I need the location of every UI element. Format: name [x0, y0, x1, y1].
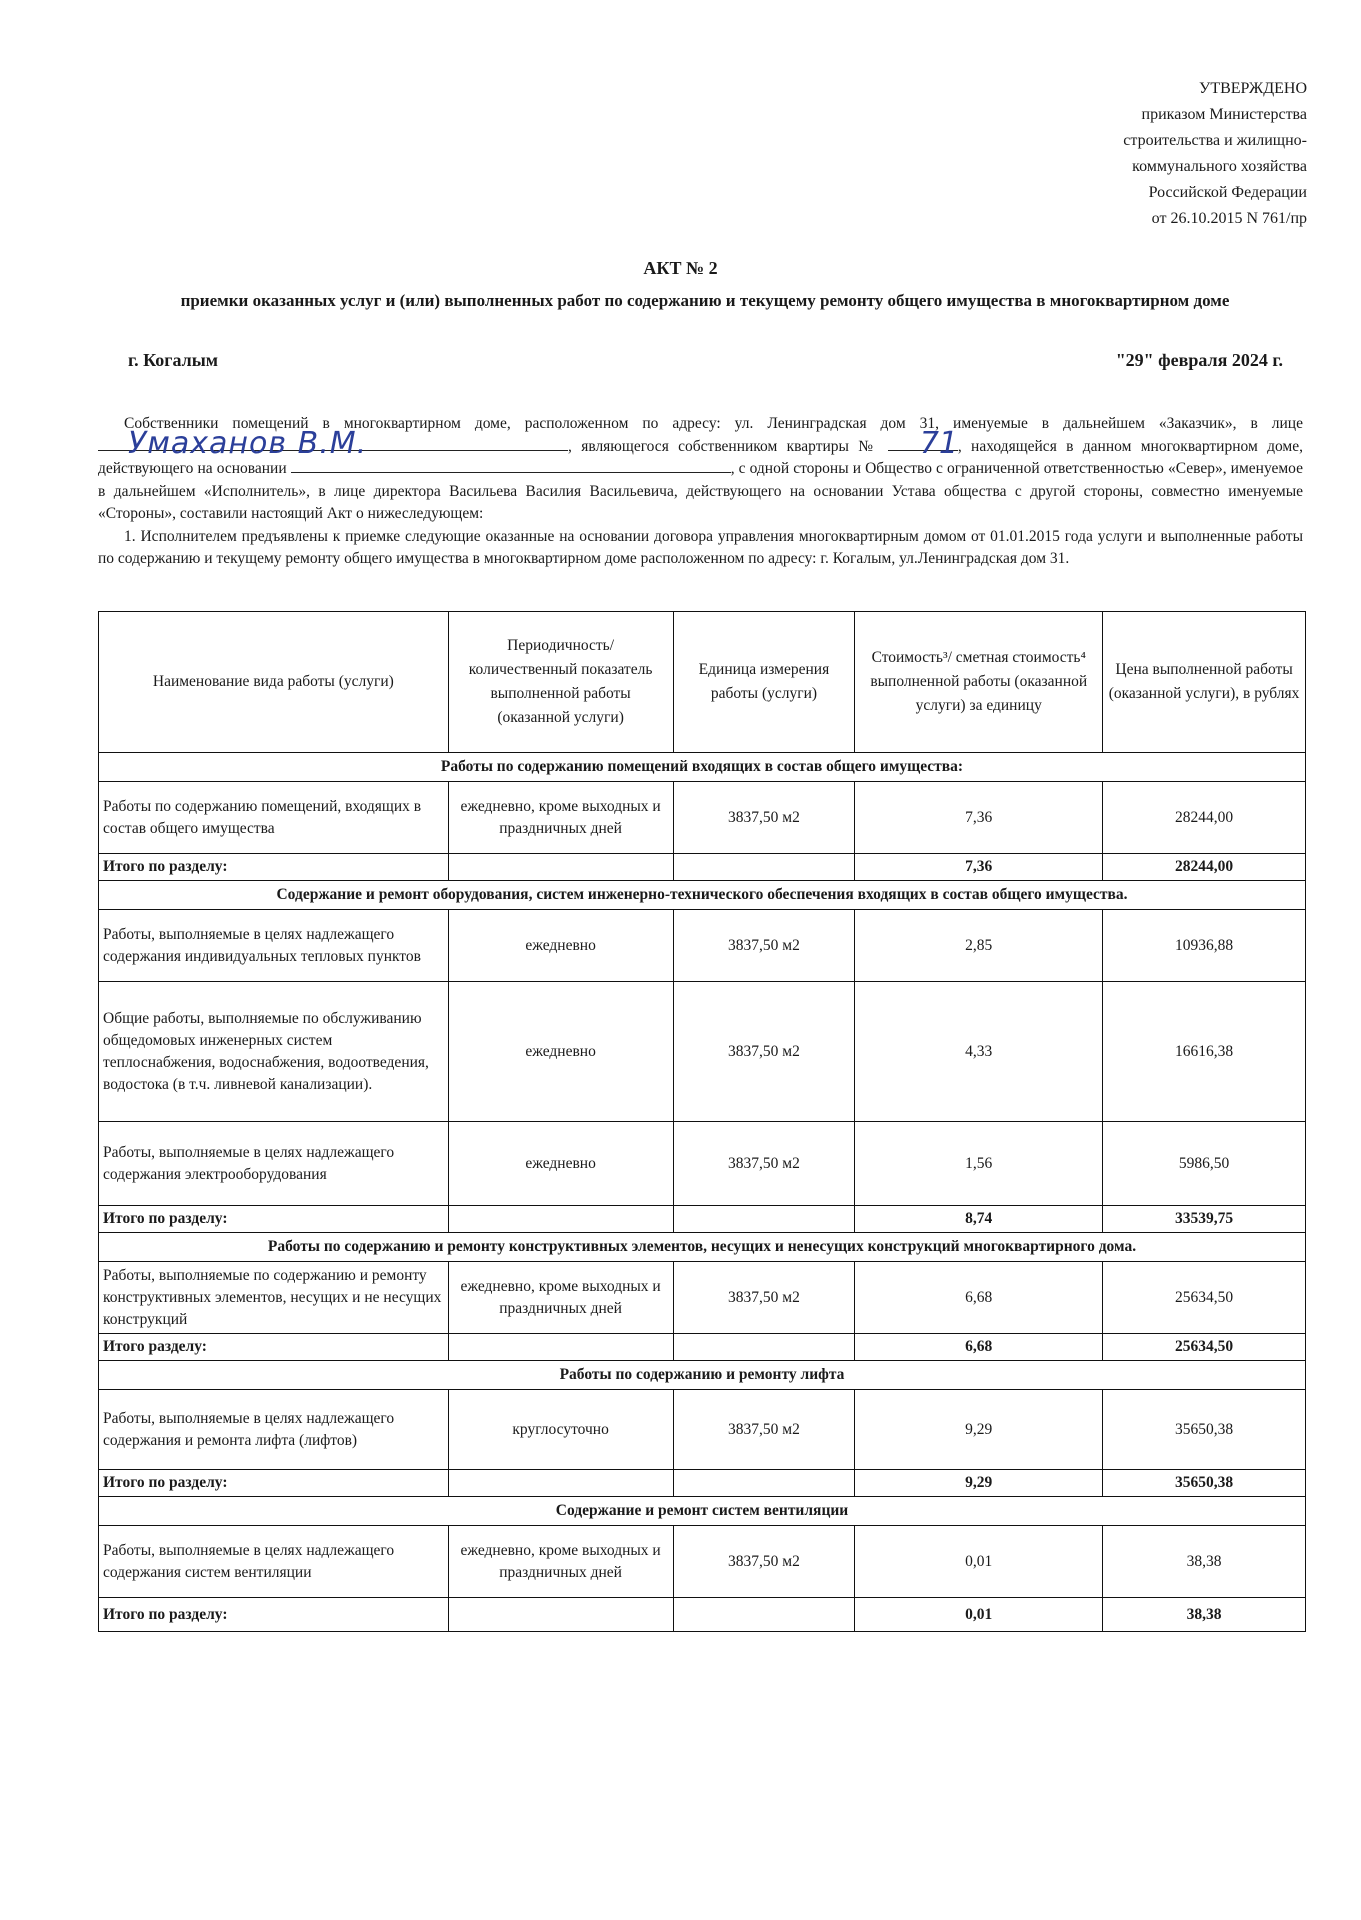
approval-line: УТВЕРЖДЕНО — [1198, 80, 1307, 97]
cell-period: ежедневно, кроме выходных и праздничных дней — [448, 1526, 673, 1598]
cell-unit: 3837,50 м2 — [673, 982, 855, 1122]
cell-name: Работы, выполняемые в целях надлежащего содержания индивидуальных тепловых пунктов — [99, 910, 449, 982]
section-title-row — [99, 881, 1306, 910]
cell-price: 38,38 — [1103, 1526, 1306, 1598]
preamble-paragraph-1 — [98, 413, 1303, 526]
apartment-number-field — [888, 426, 959, 461]
preamble-text: , находящейся в данном многоквартирном доме, действующего на основании — [98, 437, 1303, 477]
header-work-name: Наименование вида работы (услуги) — [99, 612, 449, 753]
cell-unit: 3837,50 м2 — [673, 1390, 855, 1470]
section-total-row — [99, 1598, 1306, 1632]
act-date: "29" февраля 2024 г. — [1115, 350, 1283, 370]
header-unit-cost: Стоимость³/ сметная стоимость⁴ выполненной работы (оказанной услуги) за единицу — [855, 612, 1103, 753]
table-row — [99, 982, 1306, 1122]
cell-unit: 3837,50 м2 — [673, 1262, 855, 1334]
basis-field — [291, 458, 731, 473]
cell-price: 10936,88 — [1103, 910, 1306, 982]
table-row — [99, 1390, 1306, 1470]
total-price: 28244,00 — [1103, 854, 1306, 881]
section-total-row — [99, 1334, 1306, 1361]
cell-cost: 0,01 — [855, 1526, 1103, 1598]
preamble-text: Собственники помещений в многоквартирном доме, расположенном по адресу: ул. Ленинградская дом 31, именуемые в дальнейшем «Заказчик», в лице — [124, 415, 1303, 432]
section-title: Работы по содержанию и ремонту лифта — [99, 1361, 1306, 1390]
total-price: 38,38 — [1103, 1598, 1306, 1632]
cell-price: 35650,38 — [1103, 1390, 1306, 1470]
approval-line: Российской Федерации — [1148, 184, 1307, 201]
cell-price: 25634,50 — [1103, 1262, 1306, 1334]
preamble-paragraph-2: 1. Исполнителем предъявлены к приемке следующие оказанные на основании договора управления многоквартирным домом от 01.01.2015 года услуги и выполненные работы по содержанию и текущему ремонту общего имущества в многоквартирном доме расположенном по адресу: г. Когалым, ул.Ленинградская дом 31. — [98, 527, 1303, 567]
cell-cost: 6,68 — [855, 1262, 1103, 1334]
total-label: Итого по разделу: — [99, 854, 449, 881]
services-table — [98, 611, 1306, 1632]
approval-line: строительства и жилищно- — [1123, 132, 1307, 149]
total-cost: 8,74 — [855, 1206, 1103, 1233]
total-price: 35650,38 — [1103, 1470, 1306, 1497]
cell-name: Работы, выполняемые в целях надлежащего содержания электрооборудования — [99, 1122, 449, 1206]
cell-unit: 3837,50 м2 — [673, 1122, 855, 1206]
cell-price: 5986,50 — [1103, 1122, 1306, 1206]
section-title: Содержание и ремонт оборудования, систем инженерно-технического обеспечения входящих в состав общего имущества. — [99, 881, 1306, 910]
cell-name: Работы по содержанию помещений, входящих в состав общего имущества — [99, 782, 449, 854]
cell-unit: 3837,50 м2 — [673, 1526, 855, 1598]
table-row — [99, 1122, 1306, 1206]
handwritten-apartment: 71 — [919, 426, 959, 461]
cell-name: Общие работы, выполняемые по обслуживанию общедомовых инженерных систем теплоснабжения, водоснабжения, водоотведения, водостока (в т.ч. ливневой канализации). — [99, 982, 449, 1122]
customer-name-field — [98, 426, 568, 461]
section-title-row — [99, 1361, 1306, 1390]
section-title: Содержание и ремонт систем вентиляции — [99, 1497, 1306, 1526]
cell-unit: 3837,50 м2 — [673, 782, 855, 854]
total-label: Итого разделу: — [99, 1334, 449, 1361]
cell-name: Работы, выполняемые в целях надлежащего содержания систем вентиляции — [99, 1526, 449, 1598]
total-cost: 9,29 — [855, 1470, 1103, 1497]
table-row — [99, 1526, 1306, 1598]
total-label: Итого по разделу: — [99, 1598, 449, 1632]
cell-period: ежедневно, кроме выходных и праздничных дней — [448, 1262, 673, 1334]
cell-period: ежедневно — [448, 910, 673, 982]
table-row — [99, 910, 1306, 982]
table-row — [99, 1262, 1306, 1334]
total-cost: 7,36 — [855, 854, 1103, 881]
approval-stamp — [1007, 76, 1307, 232]
total-price: 33539,75 — [1103, 1206, 1306, 1233]
cell-price: 16616,38 — [1103, 982, 1306, 1122]
total-cost: 6,68 — [855, 1334, 1103, 1361]
cell-cost: 9,29 — [855, 1390, 1103, 1470]
preamble — [98, 413, 1303, 571]
total-label: Итого по разделу: — [99, 1206, 449, 1233]
cell-name: Работы, выполняемые по содержанию и ремонту конструктивных элементов, несущих и не несущих конструкций — [99, 1262, 449, 1334]
cell-period: ежедневно — [448, 1122, 673, 1206]
approval-line: от 26.10.2015 N 761/пр — [1151, 210, 1307, 227]
cell-period: ежедневно — [448, 982, 673, 1122]
section-title: Работы по содержанию и ремонту конструктивных элементов, несущих и ненесущих конструкций многоквартирного дома. — [99, 1233, 1306, 1262]
cell-price: 28244,00 — [1103, 782, 1306, 854]
total-label: Итого по разделу: — [99, 1470, 449, 1497]
preamble-text: , с одной стороны и Общество с ограниченной ответственностью «Север», именуемое в дальнейшем «Исполнитель», в лице директора Васильева Василия Васильевича, действующего на основании Устава общества с другой стороны, совместно именуемые «Стороны», составили настоящий Акт о нижеследующем: — [98, 460, 1304, 522]
section-title-row — [99, 1233, 1306, 1262]
section-title-row — [99, 753, 1306, 782]
preamble-text: , являющегося собственником квартиры № — [568, 437, 879, 455]
cell-cost: 2,85 — [855, 910, 1103, 982]
total-cost: 0,01 — [855, 1598, 1103, 1632]
cell-name: Работы, выполняемые в целях надлежащего содержания и ремонта лифта (лифтов) — [99, 1390, 449, 1470]
table-header-row — [99, 612, 1306, 753]
act-title: АКТ № 2 — [643, 258, 718, 278]
cell-period: ежедневно, кроме выходных и праздничных дней — [448, 782, 673, 854]
act-subtitle: приемки оказанных услуг и (или) выполненных работ по содержанию и текущему ремонту общего имущества в многоквартирном доме — [180, 291, 1230, 310]
cell-unit: 3837,50 м2 — [673, 910, 855, 982]
section-total-row — [99, 1206, 1306, 1233]
section-total-row — [99, 1470, 1306, 1497]
cell-period: круглосуточно — [448, 1390, 673, 1470]
cell-cost: 7,36 — [855, 782, 1103, 854]
section-total-row — [99, 854, 1306, 881]
total-price: 25634,50 — [1103, 1334, 1306, 1361]
header-periodicity: Периодичность/ количественный показатель выполненной работы (оказанной услуги) — [448, 612, 673, 753]
cell-cost: 4,33 — [855, 982, 1103, 1122]
handwritten-name: Умаханов В.М. — [128, 426, 368, 461]
section-title: Работы по содержанию помещений входящих в состав общего имущества: — [99, 753, 1306, 782]
header-price: Цена выполненной работы (оказанной услуги), в рублях — [1103, 612, 1306, 753]
cell-cost: 1,56 — [855, 1122, 1103, 1206]
approval-line: приказом Министерства — [1141, 106, 1307, 123]
header-unit: Единица измерения работы (услуги) — [673, 612, 855, 753]
table-row — [99, 782, 1306, 854]
section-title-row — [99, 1497, 1306, 1526]
approval-line: коммунального хозяйства — [1132, 158, 1307, 175]
act-city: г. Когалым — [128, 350, 219, 370]
